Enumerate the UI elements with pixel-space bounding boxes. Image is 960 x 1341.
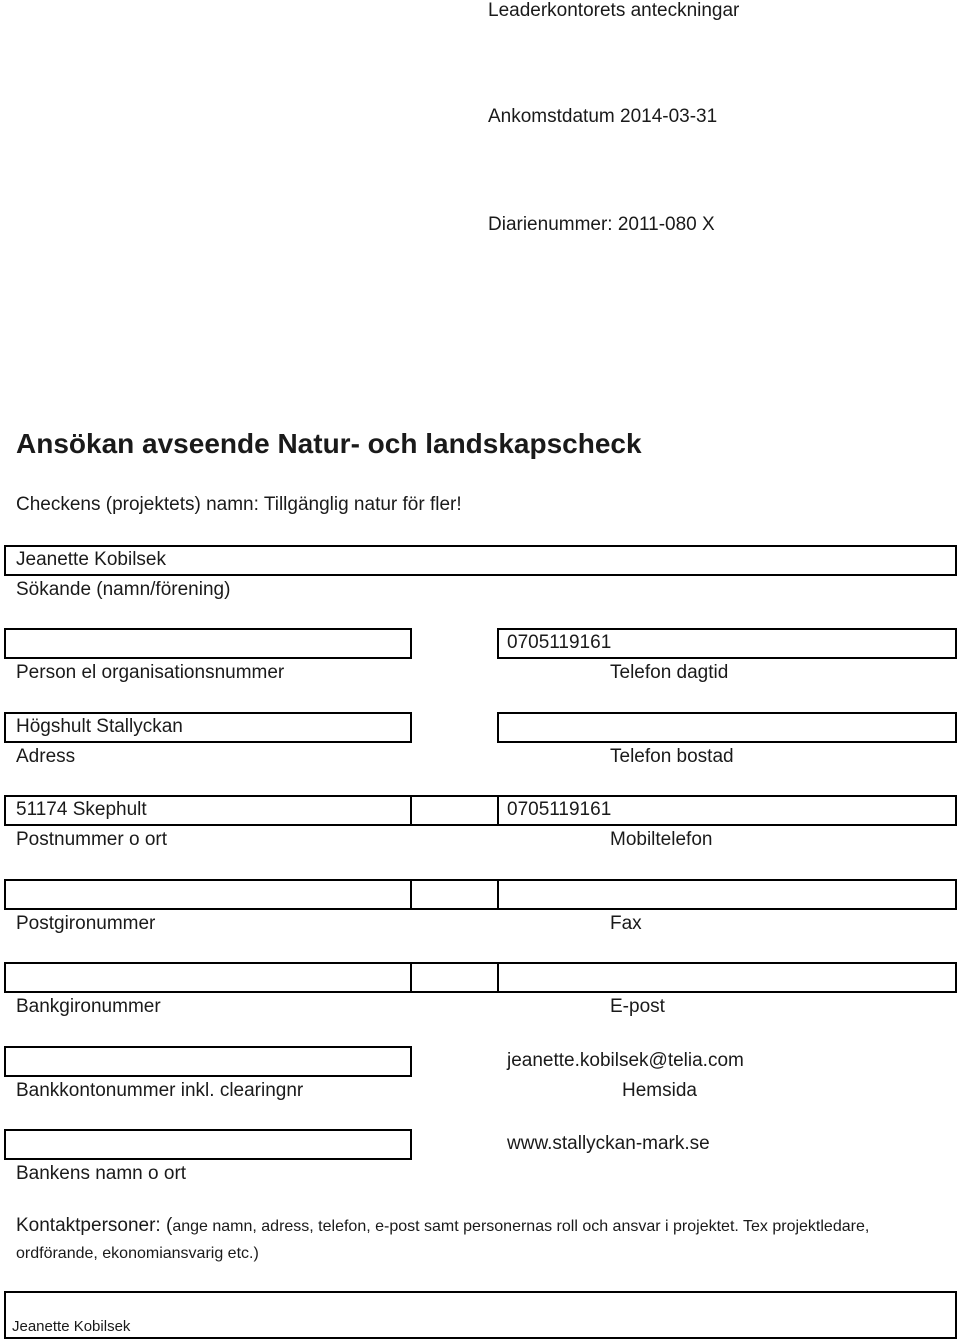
check-name: Checkens (projektets) namn: Tillgänglig natur för fler! — [16, 494, 462, 515]
bank-name-field[interactable] — [4, 1129, 412, 1160]
bank-account-field[interactable] — [4, 1046, 412, 1077]
postal-label: Postnummer o ort — [16, 829, 167, 850]
org-number-field[interactable] — [4, 628, 412, 659]
contacts-instruction-continued: ordförande, ekonomiansvarig etc.) — [16, 1245, 259, 1262]
field-divider — [410, 879, 412, 910]
phone-home-label: Telefon bostad — [610, 746, 734, 767]
field-divider — [497, 795, 499, 826]
bankgiro-label: Bankgironummer — [16, 996, 161, 1017]
contacts-heading: Kontaktpersoner: ( — [16, 1215, 173, 1236]
address-value: Högshult Stallyckan — [16, 716, 183, 737]
phone-day-value: 0705119161 — [507, 632, 612, 653]
field-divider — [497, 879, 499, 910]
form-title: Ansökan avseende Natur- och landskapscheck — [16, 428, 642, 459]
postal-value[interactable]: 51174 Skephult — [16, 799, 147, 820]
mobile-value[interactable]: 0705119161 — [507, 799, 612, 820]
field-divider — [410, 962, 412, 993]
homepage-label: Hemsida — [622, 1080, 697, 1101]
contacts-instruction: ange namn, adress, telefon, e-post samt personernas roll och ansvar i projektet. Tex projektledare, — [172, 1218, 870, 1235]
registration-number: Diarienummer: 2011-080 X — [488, 214, 715, 235]
org-number-label: Person el organisationsnummer — [16, 662, 285, 683]
mobile-label: Mobiltelefon — [610, 829, 713, 850]
applicant-value: Jeanette Kobilsek — [16, 549, 166, 570]
postgiro-label: Postgironummer — [16, 913, 156, 934]
arrival-date: Ankomstdatum 2014-03-31 — [488, 106, 718, 127]
address-label: Adress — [16, 746, 76, 767]
contacts-heading-line — [16, 1215, 869, 1237]
homepage-value[interactable]: www.stallyckan-mark.se — [507, 1133, 710, 1154]
email-value[interactable]: jeanette.kobilsek@telia.com — [507, 1050, 744, 1071]
email-label: E-post — [610, 996, 665, 1017]
fax-label: Fax — [610, 913, 642, 934]
postgiro-fax-field-row — [4, 879, 957, 910]
bank-account-label: Bankkontonummer inkl. clearingnr — [16, 1080, 304, 1101]
contacts-value: Jeanette Kobilsek — [12, 1318, 131, 1335]
contacts-field[interactable] — [4, 1291, 957, 1339]
bankgiro-email-field-row — [4, 962, 957, 993]
field-divider — [410, 795, 412, 826]
phone-home-field[interactable] — [497, 712, 957, 743]
field-divider — [497, 962, 499, 993]
phone-day-label: Telefon dagtid — [610, 662, 729, 683]
bank-name-label: Bankens namn o ort — [16, 1163, 187, 1184]
applicant-label: Sökande (namn/förening) — [16, 579, 231, 600]
office-notes-heading: Leaderkontorets anteckningar — [488, 0, 740, 21]
